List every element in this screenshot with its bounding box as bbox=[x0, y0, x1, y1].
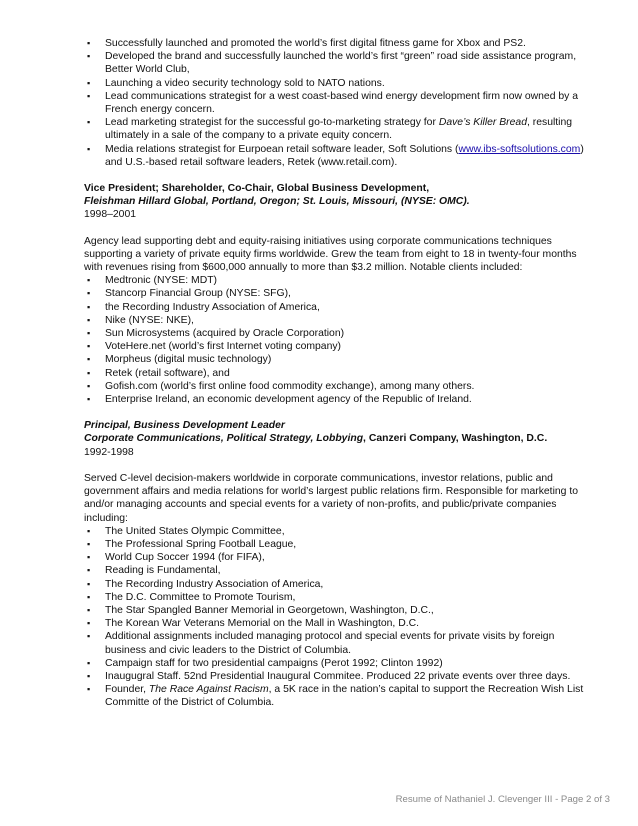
company-name bbox=[84, 432, 584, 445]
list-item: ▪ The D.C. Committee to Promote Tourism, bbox=[84, 591, 584, 604]
list-item: ▪ Gofish.com (world’s first online food commodity exchange), among many others. bbox=[84, 380, 584, 393]
practice-areas: Corporate Communications, Political Strategy, Lobbying bbox=[84, 433, 364, 445]
list-item: ▪ Retek (retail software), and bbox=[84, 367, 584, 380]
product-name: Dave’s Killer Bread bbox=[438, 117, 527, 129]
job-dates: 1998–2001 bbox=[84, 209, 137, 221]
list-item: ▪ The United States Olympic Committee, bbox=[84, 525, 584, 538]
list-item: ▪ Sun Microsystems (acquired by Oracle Corporation) bbox=[84, 327, 584, 340]
achievement-list bbox=[84, 37, 584, 169]
event-name: The Race Against Racism bbox=[148, 684, 269, 696]
list-item: ▪ Successfully launched and promoted the world’s first digital fitness game for Xbox and PS2. bbox=[84, 37, 584, 50]
job-summary: Agency lead supporting debt and equity-raising initiatives using corporate communications techniques supporting a variety of private equity firms worldwide. Grew the team from eight to 18 in twenty-four months with revenues rising from $600,000 annually to more than $3.2 million. Notable clients included: bbox=[84, 235, 577, 274]
list-item: ▪ Medtronic (NYSE: MDT) bbox=[84, 274, 584, 287]
account-list bbox=[84, 525, 584, 710]
list-item: ▪ Additional assignments included managing protocol and special events for private visits by foreign business and civic leaders to the District of Columbia. bbox=[84, 630, 584, 656]
job-summary: Served C-level decision-makers worldwide in corporate communications, investor relations, public and government affairs and media relations for world’s largest public relations firm. Responsible for marketing to and/or managing accounts and special events for a variety of non-profits, and public/private companies including: bbox=[84, 472, 578, 524]
list-item: ▪ World Cup Soccer 1994 (for FIFA), bbox=[84, 551, 584, 564]
text-segment: Founder, bbox=[105, 684, 149, 696]
list-item: ▪ The Professional Spring Football League, bbox=[84, 538, 584, 551]
list-item: ▪ the Recording Industry Association of America, bbox=[84, 301, 584, 314]
list-item: ▪ The Star Spangled Banner Memorial in Georgetown, Washington, D.C., bbox=[84, 604, 584, 617]
job-title: Principal, Business Development Leader bbox=[84, 420, 285, 432]
list-item: ▪ Campaign staff for two presidential campaigns (Perot 1992; Clinton 1992) bbox=[84, 657, 584, 670]
text-segment: Lead marketing strategist for the successful go-to-marketing strategy for bbox=[105, 117, 439, 129]
text-segment: ) and U.S.-based retail software leaders, Retek (www.retail.com). bbox=[105, 143, 584, 168]
company-name: Fleishman Hillard Global, Portland, Oregon; St. Louis, Missouri, (NYSE: OMC). bbox=[84, 196, 470, 208]
list-item: ▪ The Korean War Veterans Memorial on the Mall in Washington, D.C. bbox=[84, 617, 584, 630]
list-item: ▪ The Recording Industry Association of America, bbox=[84, 578, 584, 591]
list-item: ▪ Stancorp Financial Group (NYSE: SFG), bbox=[84, 287, 584, 300]
page-footer: Resume of Nathaniel J. Clevenger III - Page 2 of 3 bbox=[395, 794, 610, 805]
text-segment: , a 5K race in the nation’s capital to support the Recreation Wish List Committe of the District of Columbia. bbox=[105, 684, 584, 709]
list-item: ▪ Nike (NYSE: NKE), bbox=[84, 314, 584, 327]
list-item bbox=[84, 683, 584, 709]
list-item: ▪ Launching a video security technology sold to NATO nations. bbox=[84, 77, 584, 90]
list-item: ▪ Lead communications strategist for a west coast-based wind energy development firm now owned by a French energy concern. bbox=[84, 90, 584, 116]
list-item: ▪ Reading is Fundamental, bbox=[84, 564, 584, 577]
job-title: Vice President; Shareholder, Co-Chair, Global Business Development, bbox=[84, 183, 430, 195]
list-item bbox=[84, 116, 584, 142]
list-item: ▪ Developed the brand and successfully launched the world’s first “green” road side assistance program, Better World Club, bbox=[84, 50, 584, 76]
list-item: ▪ Enterprise Ireland, an economic development agency of the Republic of Ireland. bbox=[84, 393, 584, 406]
list-item bbox=[84, 143, 584, 169]
text-segment: , resulting ultimately in a sale of the company to a private equity concern. bbox=[105, 117, 573, 142]
resume-content bbox=[84, 37, 584, 710]
list-item: ▪ Morpheus (digital music technology) bbox=[84, 353, 584, 366]
job-dates: 1992-1998 bbox=[84, 446, 134, 458]
client-list bbox=[84, 274, 584, 406]
list-item: ▪ VoteHere.net (world’s first Internet voting company) bbox=[84, 340, 584, 353]
list-item: ▪ Inaugugral Staff. 52nd Presidential Inaugural Commitee. Produced 22 private events over three days. bbox=[84, 670, 584, 683]
website-link[interactable]: www.ibs-softsolutions.com bbox=[458, 143, 581, 155]
company-location: , Canzeri Company, Washington, D.C. bbox=[363, 433, 548, 445]
text-segment: Media relations strategist for Eurpoean retail software leader, Soft Solutions ( bbox=[105, 143, 459, 155]
